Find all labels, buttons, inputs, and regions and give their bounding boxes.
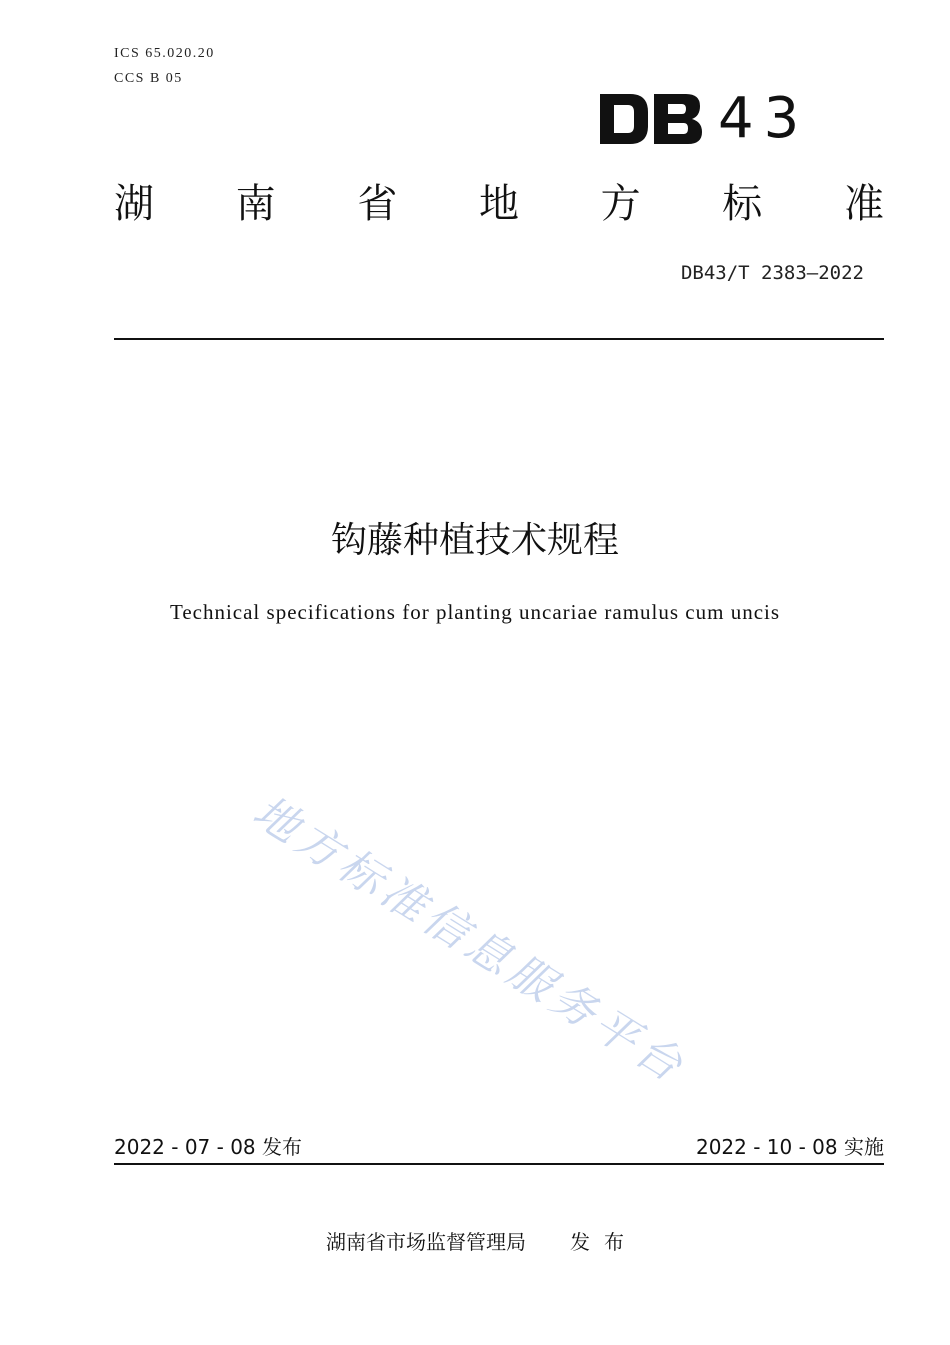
watermark-text: 地方标准信息服务平台: [244, 786, 696, 1095]
issuer-action-char: 发: [570, 1230, 590, 1254]
standard-type-heading: [114, 178, 884, 230]
issuer-action-char: 布: [604, 1230, 624, 1254]
issuer-name: 湖南省市场监督管理局: [326, 1230, 526, 1254]
standard-code: DB43/T 2383—2022: [680, 262, 864, 284]
standard-type-char: 准: [843, 181, 884, 227]
issuer-action: [570, 1230, 624, 1254]
standard-type-char: 标: [722, 181, 763, 227]
implement-date: 2022 - 10 - 08 实施: [695, 1135, 884, 1159]
footer-divider: [114, 1163, 884, 1165]
ics-code: ICS 65.020.20: [114, 46, 215, 61]
db-province-number: 43: [718, 86, 810, 151]
ccs-code: CCS B 05: [114, 71, 183, 86]
document-title-chinese: 钩藤种植技术规程: [330, 520, 619, 561]
standard-type-char: 省: [357, 181, 398, 227]
publish-date: 2022 - 07 - 08 发布: [114, 1135, 303, 1159]
header-divider: [114, 338, 884, 340]
standard-type-char: 湖: [114, 181, 154, 227]
watermark: [240, 780, 780, 1120]
standard-type-char: 地: [478, 181, 519, 227]
db-logo-mark: [600, 94, 704, 144]
document-title-english: Technical specifications for planting uncariae ramulus cum uncis: [169, 600, 781, 624]
standard-type-char: 南: [235, 181, 276, 227]
issuer-line: [0, 1229, 950, 1255]
standard-type-char: 方: [600, 181, 641, 227]
